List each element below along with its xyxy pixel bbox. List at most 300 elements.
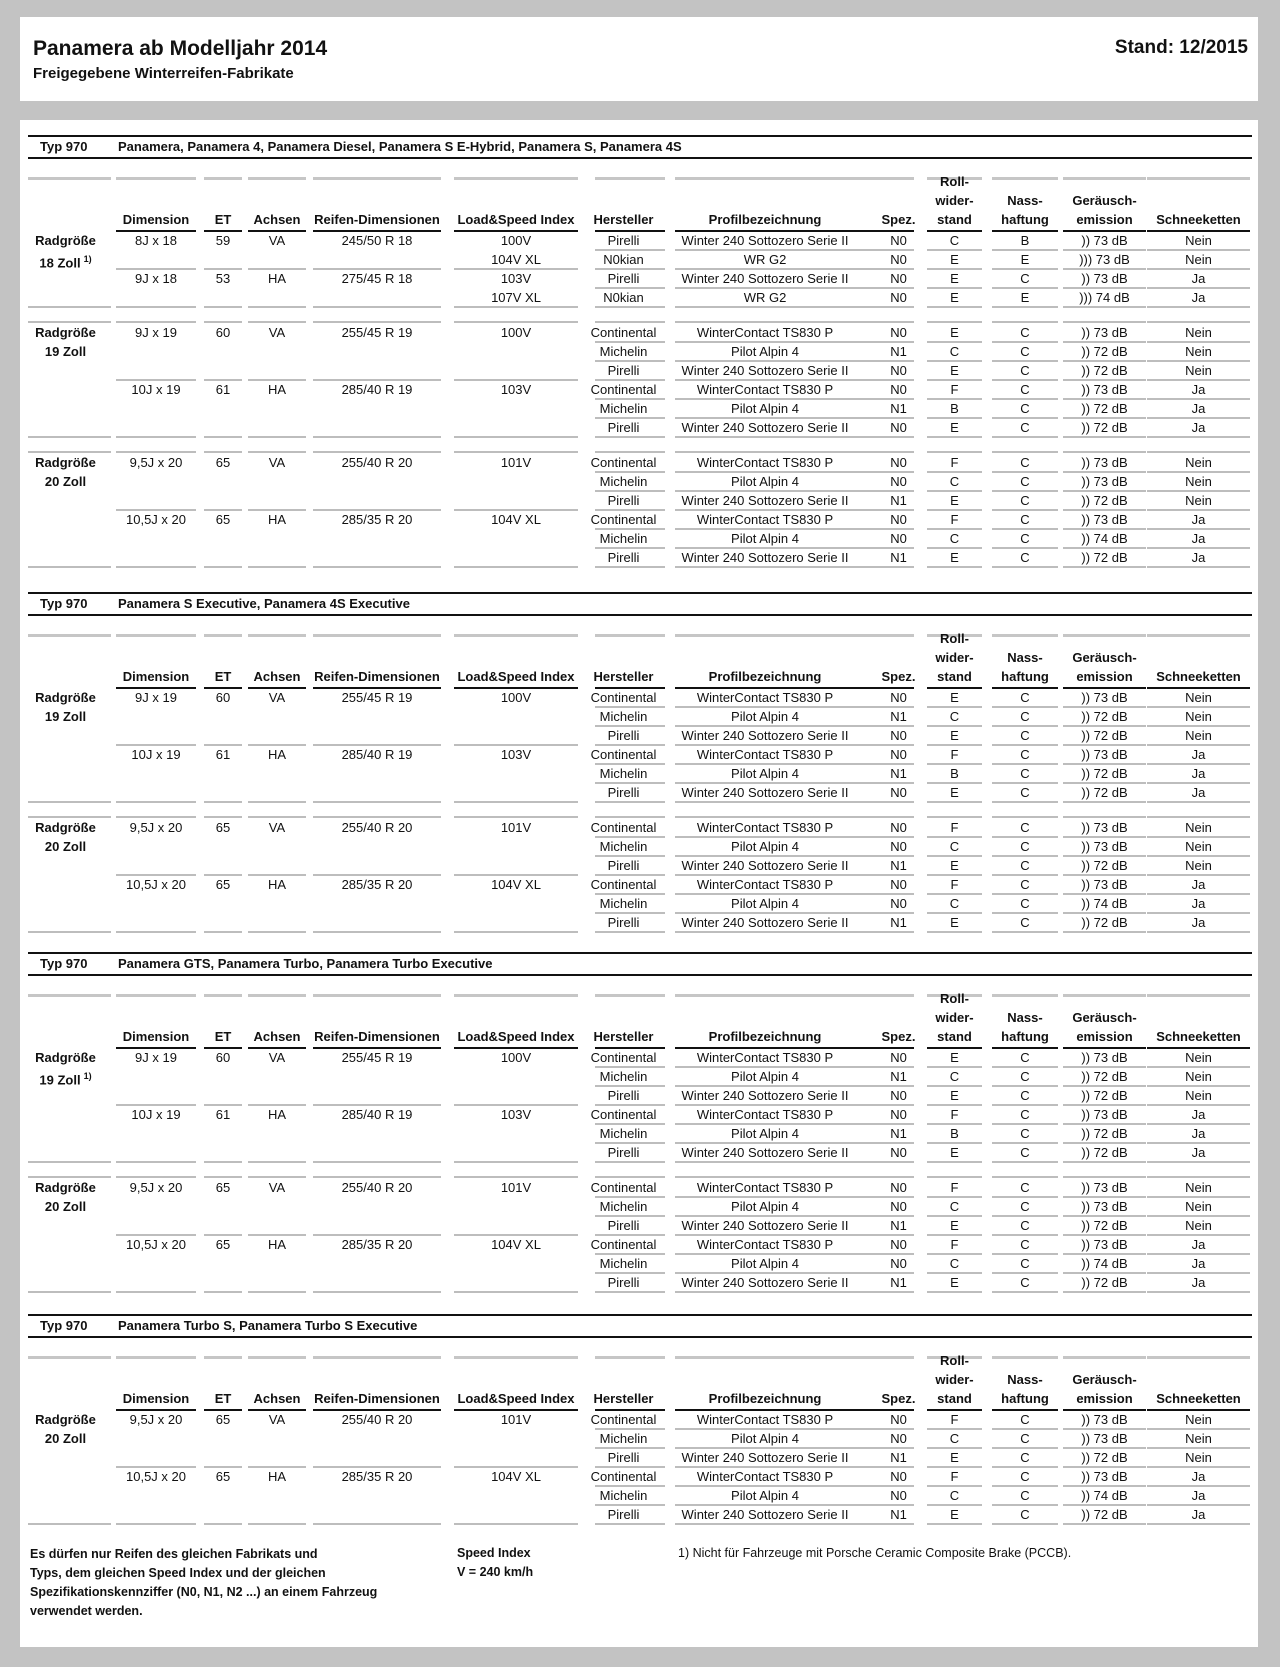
column-header-load: Load&Speed Index [457, 212, 575, 227]
column-rule [992, 994, 1058, 997]
table-row-rule [595, 1291, 665, 1293]
table-row-rule [204, 1161, 242, 1163]
column-rule [313, 177, 441, 180]
cell-dimension: 10J x 19 [131, 1107, 181, 1122]
column-rule [28, 1356, 111, 1359]
cell-roll: F [950, 512, 959, 527]
table-row-rule [927, 306, 982, 308]
cell-load: 101V [500, 820, 532, 835]
cell-spez: N1 [890, 401, 907, 416]
cell-schnee: Ja [1191, 401, 1206, 416]
cell-load: 100V [500, 690, 532, 705]
cell-spez: N1 [890, 344, 907, 359]
cell-achsen: HA [267, 271, 287, 286]
cell-geraeusch: )) 72 dB [1081, 493, 1128, 508]
table-row-rule [116, 1161, 196, 1163]
column-header-roll: stand [937, 1391, 972, 1406]
cell-schnee: Ja [1191, 512, 1206, 527]
table-row-rule [248, 1161, 306, 1163]
cell-profil: Winter 240 Sottozero Serie II [681, 550, 849, 565]
cell-profil: WinterContact TS830 P [696, 382, 834, 397]
column-rule [116, 634, 196, 637]
cell-load: 101V [500, 1412, 532, 1427]
cell-profil: WinterContact TS830 P [696, 1469, 834, 1484]
wheel-size-line [28, 1429, 103, 1448]
column-header-hersteller: Hersteller [593, 1391, 654, 1406]
column-rule [313, 634, 441, 637]
cell-reifen: 255/45 R 19 [341, 325, 413, 340]
column-header-hersteller: Hersteller [593, 212, 654, 227]
cell-profil: Winter 240 Sottozero Serie II [681, 728, 849, 743]
cell-profil: Pilot Alpin 4 [731, 1256, 799, 1271]
cell-dimension: 9J x 19 [135, 325, 177, 340]
cell-geraeusch: ))) 73 dB [1079, 252, 1130, 267]
wheel-size-label [28, 818, 103, 856]
column-header-spez: Spez. [881, 1029, 916, 1044]
cell-schnee: Ja [1191, 1469, 1206, 1484]
table-row-rule [869, 306, 914, 308]
cell-schnee: Ja [1191, 915, 1206, 930]
cell-geraeusch: )) 72 dB [1081, 785, 1128, 800]
wheel-size-label [28, 231, 103, 272]
cell-geraeusch: )) 73 dB [1081, 1199, 1128, 1214]
cell-hersteller: Continental [590, 325, 657, 340]
cell-roll: E [950, 252, 959, 267]
cell-spez: N0 [890, 1145, 907, 1160]
cell-spez: N0 [890, 290, 907, 305]
cell-roll: E [950, 493, 959, 508]
cell-spez: N0 [890, 512, 907, 527]
wheel-size-line: Radgröße [35, 1412, 96, 1427]
cell-spez: N0 [890, 785, 907, 800]
cell-profil: WinterContact TS830 P [696, 820, 834, 835]
cell-nass: C [1020, 1450, 1030, 1465]
cell-roll: F [950, 1107, 959, 1122]
column-header-achsen: Achsen [253, 212, 301, 227]
cell-nass: C [1020, 747, 1030, 762]
cell-hersteller: Continental [590, 512, 657, 527]
cell-geraeusch: )) 72 dB [1081, 1088, 1128, 1103]
column-rule [595, 634, 665, 637]
cell-reifen: 275/45 R 18 [341, 271, 413, 286]
cell-hersteller: Pirelli [607, 363, 640, 378]
column-rule [595, 177, 665, 180]
table-row-rule [675, 566, 873, 568]
column-header-roll: Roll- [940, 174, 969, 189]
cell-et: 59 [215, 233, 231, 248]
cell-nass: C [1020, 1050, 1030, 1065]
cell-geraeusch: )) 73 dB [1081, 1050, 1128, 1065]
cell-profil: Winter 240 Sottozero Serie II [681, 1218, 849, 1233]
cell-schnee: Nein [1185, 474, 1212, 489]
cell-spez: N1 [890, 915, 907, 930]
cell-schnee: Nein [1185, 325, 1212, 340]
cell-nass: C [1020, 1237, 1030, 1252]
table-row-rule [248, 1523, 306, 1525]
column-rule [248, 1356, 306, 1359]
cell-et: 61 [215, 382, 231, 397]
wheel-size-line: Radgröße [35, 690, 96, 705]
cell-dimension: 9,5J x 20 [129, 1180, 183, 1195]
cell-nass: C [1020, 728, 1030, 743]
cell-schnee: Nein [1185, 1199, 1212, 1214]
cell-profil: Pilot Alpin 4 [731, 766, 799, 781]
column-header-roll: stand [937, 669, 972, 684]
table-row-rule [869, 1523, 914, 1525]
column-rule [204, 634, 242, 637]
cell-profil: Winter 240 Sottozero Serie II [681, 858, 849, 873]
cell-roll: E [950, 271, 959, 286]
column-header-roll: stand [937, 212, 972, 227]
cell-et: 65 [215, 1412, 231, 1427]
cell-nass: C [1020, 785, 1030, 800]
cell-nass: C [1020, 401, 1030, 416]
column-header-schnee: Schneeketten [1156, 1391, 1241, 1406]
column-header-nass: Nass- [1007, 650, 1043, 665]
cell-nass: C [1020, 1256, 1030, 1271]
cell-schnee: Ja [1191, 271, 1206, 286]
column-rule [204, 1356, 242, 1359]
cell-hersteller: Continental [590, 1050, 657, 1065]
header-panel [20, 17, 1258, 101]
cell-spez: N0 [890, 820, 907, 835]
cell-achsen: VA [268, 690, 286, 705]
wheel-size-line [28, 250, 103, 272]
cell-hersteller: Pirelli [607, 915, 640, 930]
cell-hersteller: Pirelli [607, 550, 640, 565]
cell-nass: C [1020, 1412, 1030, 1427]
column-header-roll: Roll- [940, 1353, 969, 1368]
wheel-size-value: 19 Zoll [44, 344, 87, 359]
cell-et: 65 [215, 820, 231, 835]
cell-geraeusch: )) 73 dB [1081, 1107, 1128, 1122]
table-row-rule [313, 801, 441, 803]
table-row-rule [1063, 801, 1146, 803]
table-row-rule [675, 306, 873, 308]
cell-nass: C [1020, 271, 1030, 286]
column-rule [675, 177, 873, 180]
cell-schnee: Ja [1191, 1126, 1206, 1141]
column-header-et: ET [214, 1391, 232, 1406]
cell-profil: Winter 240 Sottozero Serie II [681, 1450, 849, 1465]
cell-schnee: Nein [1185, 839, 1212, 854]
cell-hersteller: Michelin [599, 1199, 648, 1214]
cell-spez: N0 [890, 363, 907, 378]
table-row-rule [869, 436, 914, 438]
cell-profil: WinterContact TS830 P [696, 1050, 834, 1065]
cell-hersteller: Michelin [599, 709, 648, 724]
cell-spez: N0 [890, 1469, 907, 1484]
column-rule [675, 1356, 873, 1359]
cell-roll: E [950, 325, 959, 340]
column-header-dimension: Dimension [122, 1391, 190, 1406]
cell-schnee: Ja [1191, 1107, 1206, 1122]
cell-profil: Pilot Alpin 4 [731, 401, 799, 416]
cell-schnee: Ja [1191, 766, 1206, 781]
table-row-rule [675, 1291, 873, 1293]
cell-hersteller: Continental [590, 1469, 657, 1484]
typ-label: Typ 970 [28, 952, 123, 976]
column-header-geraeusch: emission [1076, 669, 1133, 684]
column-rule [204, 994, 242, 997]
cell-schnee: Ja [1191, 896, 1206, 911]
column-rule [454, 634, 578, 637]
column-rule [116, 994, 196, 997]
column-rule [675, 634, 873, 637]
cell-geraeusch: )) 73 dB [1081, 271, 1128, 286]
cell-geraeusch: )) 72 dB [1081, 1275, 1128, 1290]
table-row-rule [204, 801, 242, 803]
table-row-rule [454, 306, 578, 308]
cell-profil: WinterContact TS830 P [696, 747, 834, 762]
table-row-rule [1063, 931, 1146, 933]
cell-roll: C [949, 233, 960, 248]
footnote-marker: 1) [83, 1071, 92, 1081]
table-row-rule [204, 566, 242, 568]
cell-roll: F [950, 1412, 959, 1427]
table-row-rule [675, 1523, 873, 1525]
cell-profil: WR G2 [743, 252, 787, 267]
cell-load: 103V [500, 747, 532, 762]
column-header-geraeusch: emission [1076, 1029, 1133, 1044]
cell-reifen: 285/40 R 19 [341, 1107, 413, 1122]
table-row-rule [1063, 436, 1146, 438]
table-row-rule [595, 1523, 665, 1525]
cell-load: 101V [500, 1180, 532, 1195]
cell-nass: C [1020, 915, 1030, 930]
column-header-achsen: Achsen [253, 669, 301, 684]
cell-nass: C [1020, 550, 1030, 565]
table-row-rule [1147, 306, 1250, 308]
cell-profil: WinterContact TS830 P [696, 877, 834, 892]
cell-achsen: VA [268, 1412, 286, 1427]
table-row-rule [675, 801, 873, 803]
cell-geraeusch: )) 72 dB [1081, 709, 1128, 724]
table-row-rule [454, 436, 578, 438]
cell-load: 103V [500, 382, 532, 397]
wheel-size-line: Radgröße [35, 820, 96, 835]
table-row-rule [992, 1291, 1058, 1293]
cell-hersteller: Pirelli [607, 1218, 640, 1233]
column-header-et: ET [214, 669, 232, 684]
table-row-rule [1063, 1291, 1146, 1293]
cell-profil: Pilot Alpin 4 [731, 1126, 799, 1141]
cell-schnee: Ja [1191, 550, 1206, 565]
wheel-size-label [28, 1178, 103, 1216]
cell-nass: C [1020, 709, 1030, 724]
cell-roll: B [950, 1126, 959, 1141]
column-header-dimension: Dimension [122, 1029, 190, 1044]
cell-schnee: Nein [1185, 493, 1212, 508]
wheel-size-line [28, 1197, 103, 1216]
typ-label: Typ 970 [28, 1314, 123, 1338]
cell-geraeusch: )) 73 dB [1081, 325, 1128, 340]
cell-spez: N0 [890, 531, 907, 546]
column-rule [992, 1356, 1058, 1359]
cell-schnee: Nein [1185, 455, 1212, 470]
cell-nass: C [1020, 363, 1030, 378]
cell-roll: C [949, 896, 960, 911]
column-header-nass: haftung [1001, 1391, 1049, 1406]
cell-geraeusch: )) 72 dB [1081, 1126, 1128, 1141]
cell-et: 65 [215, 877, 231, 892]
table-row-rule [1147, 436, 1250, 438]
cell-achsen: HA [267, 1237, 287, 1252]
cell-dimension: 10J x 19 [131, 382, 181, 397]
cell-schnee: Nein [1185, 1050, 1212, 1065]
cell-nass: C [1020, 896, 1030, 911]
column-rule [595, 994, 665, 997]
cell-dimension: 10J x 19 [131, 747, 181, 762]
cell-nass: C [1020, 474, 1030, 489]
column-header-geraeusch: emission [1076, 212, 1133, 227]
cell-geraeusch: )) 73 dB [1081, 839, 1128, 854]
column-header-spez: Spez. [881, 669, 916, 684]
cell-roll: E [950, 858, 959, 873]
table-row-rule [204, 1523, 242, 1525]
cell-spez: N0 [890, 1180, 907, 1195]
cell-achsen: VA [268, 455, 286, 470]
cell-achsen: HA [267, 512, 287, 527]
table-row-rule [675, 931, 873, 933]
cell-nass: E [1020, 252, 1030, 267]
cell-spez: N0 [890, 474, 907, 489]
column-header-nass: haftung [1001, 1029, 1049, 1044]
column-header-nass: Nass- [1007, 1010, 1043, 1025]
column-header-profil: Profilbezeichnung [708, 669, 822, 684]
cell-spez: N0 [890, 420, 907, 435]
cell-hersteller: Michelin [599, 531, 648, 546]
cell-roll: C [949, 344, 960, 359]
cell-nass: C [1020, 325, 1030, 340]
cell-roll: E [950, 1218, 959, 1233]
cell-hersteller: Continental [590, 1237, 657, 1252]
wheel-size-line: Radgröße [35, 1050, 96, 1065]
cell-schnee: Nein [1185, 728, 1212, 743]
table-row-rule [869, 1291, 914, 1293]
cell-dimension: 9,5J x 20 [129, 1412, 183, 1427]
cell-geraeusch: )) 72 dB [1081, 1069, 1128, 1084]
table-row-rule [927, 801, 982, 803]
wheel-size-label [28, 1048, 103, 1089]
cell-geraeusch: )) 73 dB [1081, 474, 1128, 489]
table-row-rule [992, 801, 1058, 803]
cell-hersteller: Michelin [599, 1126, 648, 1141]
column-rule [116, 1356, 196, 1359]
cell-roll: E [950, 420, 959, 435]
column-header-et: ET [214, 1029, 232, 1044]
cell-roll: E [950, 1275, 959, 1290]
cell-load: 104V XL [491, 877, 541, 892]
cell-geraeusch: )) 72 dB [1081, 858, 1128, 873]
cell-reifen: 255/40 R 20 [341, 1412, 413, 1427]
wheel-size-label [28, 688, 103, 726]
cell-achsen: HA [267, 747, 287, 762]
cell-geraeusch: )) 72 dB [1081, 1218, 1128, 1233]
column-rule [869, 994, 914, 997]
cell-schnee: Nein [1185, 363, 1212, 378]
cell-roll: E [950, 550, 959, 565]
table-row-rule [992, 436, 1058, 438]
table-row-rule [595, 436, 665, 438]
column-header-roll: wider- [935, 1372, 974, 1387]
cell-nass: C [1020, 820, 1030, 835]
footnote-pccb: 1) Nicht für Fahrzeuge mit Porsche Ceramic Composite Brake (PCCB). [678, 1546, 1072, 1560]
cell-roll: E [950, 728, 959, 743]
cell-spez: N0 [890, 233, 907, 248]
cell-profil: Pilot Alpin 4 [731, 1069, 799, 1084]
column-rule [869, 634, 914, 637]
cell-schnee: Nein [1185, 820, 1212, 835]
column-header-profil: Profilbezeichnung [708, 1029, 822, 1044]
cell-profil: Pilot Alpin 4 [731, 1199, 799, 1214]
model-list: Panamera GTS, Panamera Turbo, Panamera Turbo Executive [116, 952, 1252, 976]
table-row-rule [675, 436, 873, 438]
cell-reifen: 255/40 R 20 [341, 455, 413, 470]
cell-hersteller: Pirelli [607, 1507, 640, 1522]
cell-roll: F [950, 1469, 959, 1484]
table-row-rule [927, 1161, 982, 1163]
cell-profil: WinterContact TS830 P [696, 1237, 834, 1252]
column-rule [1063, 1356, 1146, 1359]
cell-roll: E [950, 690, 959, 705]
column-rule [28, 994, 111, 997]
cell-reifen: 255/40 R 20 [341, 820, 413, 835]
table-row-rule [28, 1161, 111, 1163]
cell-et: 53 [215, 271, 231, 286]
table-row-rule [1147, 1291, 1250, 1293]
cell-roll: C [949, 839, 960, 854]
column-header-schnee: Schneeketten [1156, 212, 1241, 227]
column-header-schnee: Schneeketten [1156, 1029, 1241, 1044]
cell-schnee: Ja [1191, 382, 1206, 397]
stand-date: Stand: 12/2015 [1114, 37, 1248, 58]
table-row-rule [595, 801, 665, 803]
table-row-rule [204, 1291, 242, 1293]
wheel-size-line [28, 342, 103, 361]
column-header-achsen: Achsen [253, 1029, 301, 1044]
cell-achsen: HA [267, 1107, 287, 1122]
cell-profil: Winter 240 Sottozero Serie II [681, 363, 849, 378]
column-header-load: Load&Speed Index [457, 1391, 575, 1406]
cell-reifen: 285/35 R 20 [341, 877, 413, 892]
column-header-achsen: Achsen [253, 1391, 301, 1406]
table-row-rule [248, 436, 306, 438]
cell-geraeusch: )) 74 dB [1081, 1256, 1128, 1271]
wheel-size-label [28, 453, 103, 491]
cell-roll: C [949, 531, 960, 546]
table-row-rule [116, 306, 196, 308]
column-rule [116, 177, 196, 180]
cell-roll: F [950, 877, 959, 892]
cell-geraeusch: )) 72 dB [1081, 420, 1128, 435]
cell-reifen: 255/45 R 19 [341, 690, 413, 705]
cell-roll: B [950, 766, 959, 781]
cell-nass: C [1020, 766, 1030, 781]
cell-achsen: VA [268, 325, 286, 340]
cell-spez: N1 [890, 766, 907, 781]
table-row-rule [1063, 306, 1146, 308]
cell-profil: WinterContact TS830 P [696, 455, 834, 470]
cell-schnee: Nein [1185, 709, 1212, 724]
table-row-rule [869, 931, 914, 933]
cell-geraeusch: )) 72 dB [1081, 363, 1128, 378]
column-header-spez: Spez. [881, 212, 916, 227]
cell-geraeusch: )) 73 dB [1081, 1237, 1128, 1252]
table-row-rule [454, 1291, 578, 1293]
cell-hersteller: Pirelli [607, 785, 640, 800]
cell-spez: N0 [890, 839, 907, 854]
